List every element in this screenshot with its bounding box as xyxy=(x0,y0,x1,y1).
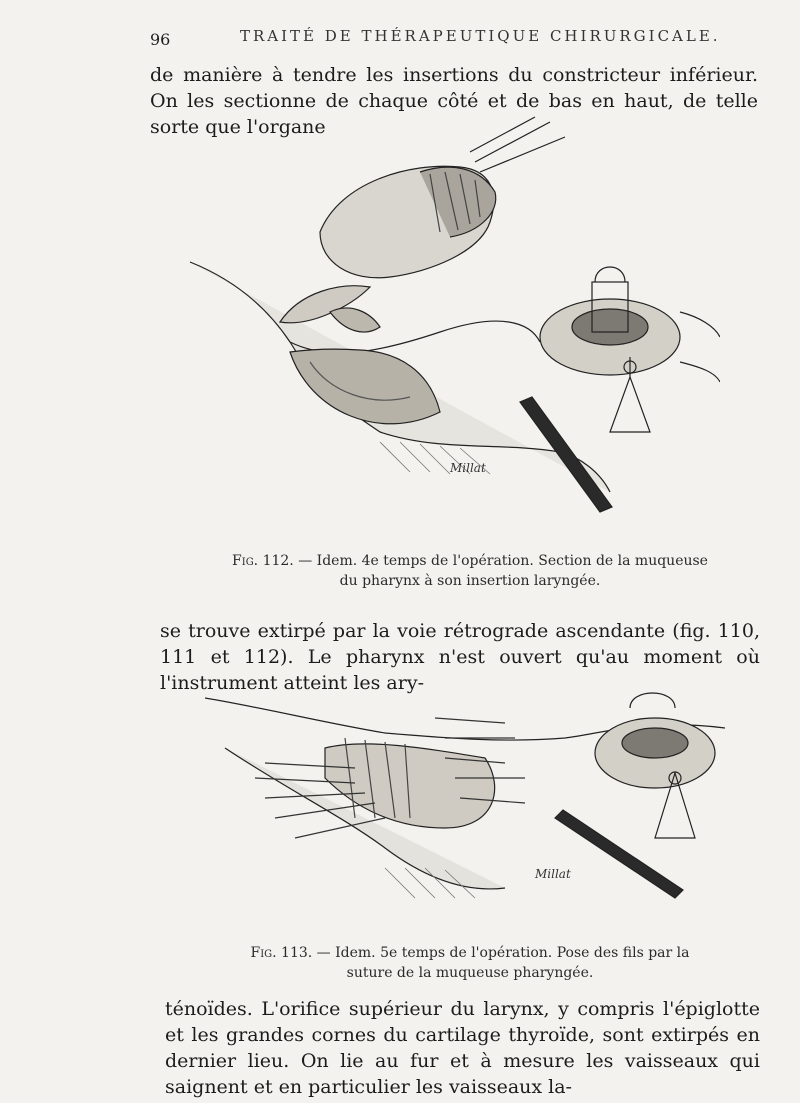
figure-112-signature: Millat xyxy=(450,461,486,475)
figure-113-caption-line2: suture de la muqueuse pharyngée. xyxy=(346,965,594,981)
figure-112-illustration xyxy=(180,112,720,532)
paragraph-2: se trouve extirpé par la voie rétrograde ascendante (fig. 110, 111 et 112). Le pharynx n'est ouvert qu'au moment où l'instrument atteint les ary- xyxy=(160,620,760,694)
figure-112-label: Fig. 112. xyxy=(232,553,294,569)
page-number: 96 xyxy=(150,30,171,49)
figure-112-caption-line1: — Idem. 4e temps de l'opération. Section de la muqueuse xyxy=(298,553,708,569)
figure-113-signature: Millat xyxy=(535,867,571,881)
running-head: TRAITÉ DE THÉRAPEUTIQUE CHIRURGICALE. xyxy=(240,27,721,45)
paragraph-3: ténoïdes. L'orifice supérieur du larynx, y compris l'épiglotte et les grandes cornes du cartilage thyroïde, sont extirpés en dernier lieu. On lie au fur et à mesure les vaisseaux qui saignent et en particulier les vaisseaux la- xyxy=(165,998,760,1098)
figure-112-caption xyxy=(180,551,760,591)
figure-113-label: Fig. 113. xyxy=(250,945,313,961)
figure-113-illustration xyxy=(205,678,725,928)
paragraph-1: de manière à tendre les insertions du constricteur inférieur. On les sectionne de chaque côté et de bas en haut, de telle sorte que l'organe xyxy=(150,64,758,138)
figure-112-caption-line2: du pharynx à son insertion laryngée. xyxy=(339,573,601,589)
figure-113-caption-line1: — Idem. 5e temps de l'opération. Pose des fils par la xyxy=(316,945,690,961)
figure-113-caption xyxy=(200,943,740,983)
